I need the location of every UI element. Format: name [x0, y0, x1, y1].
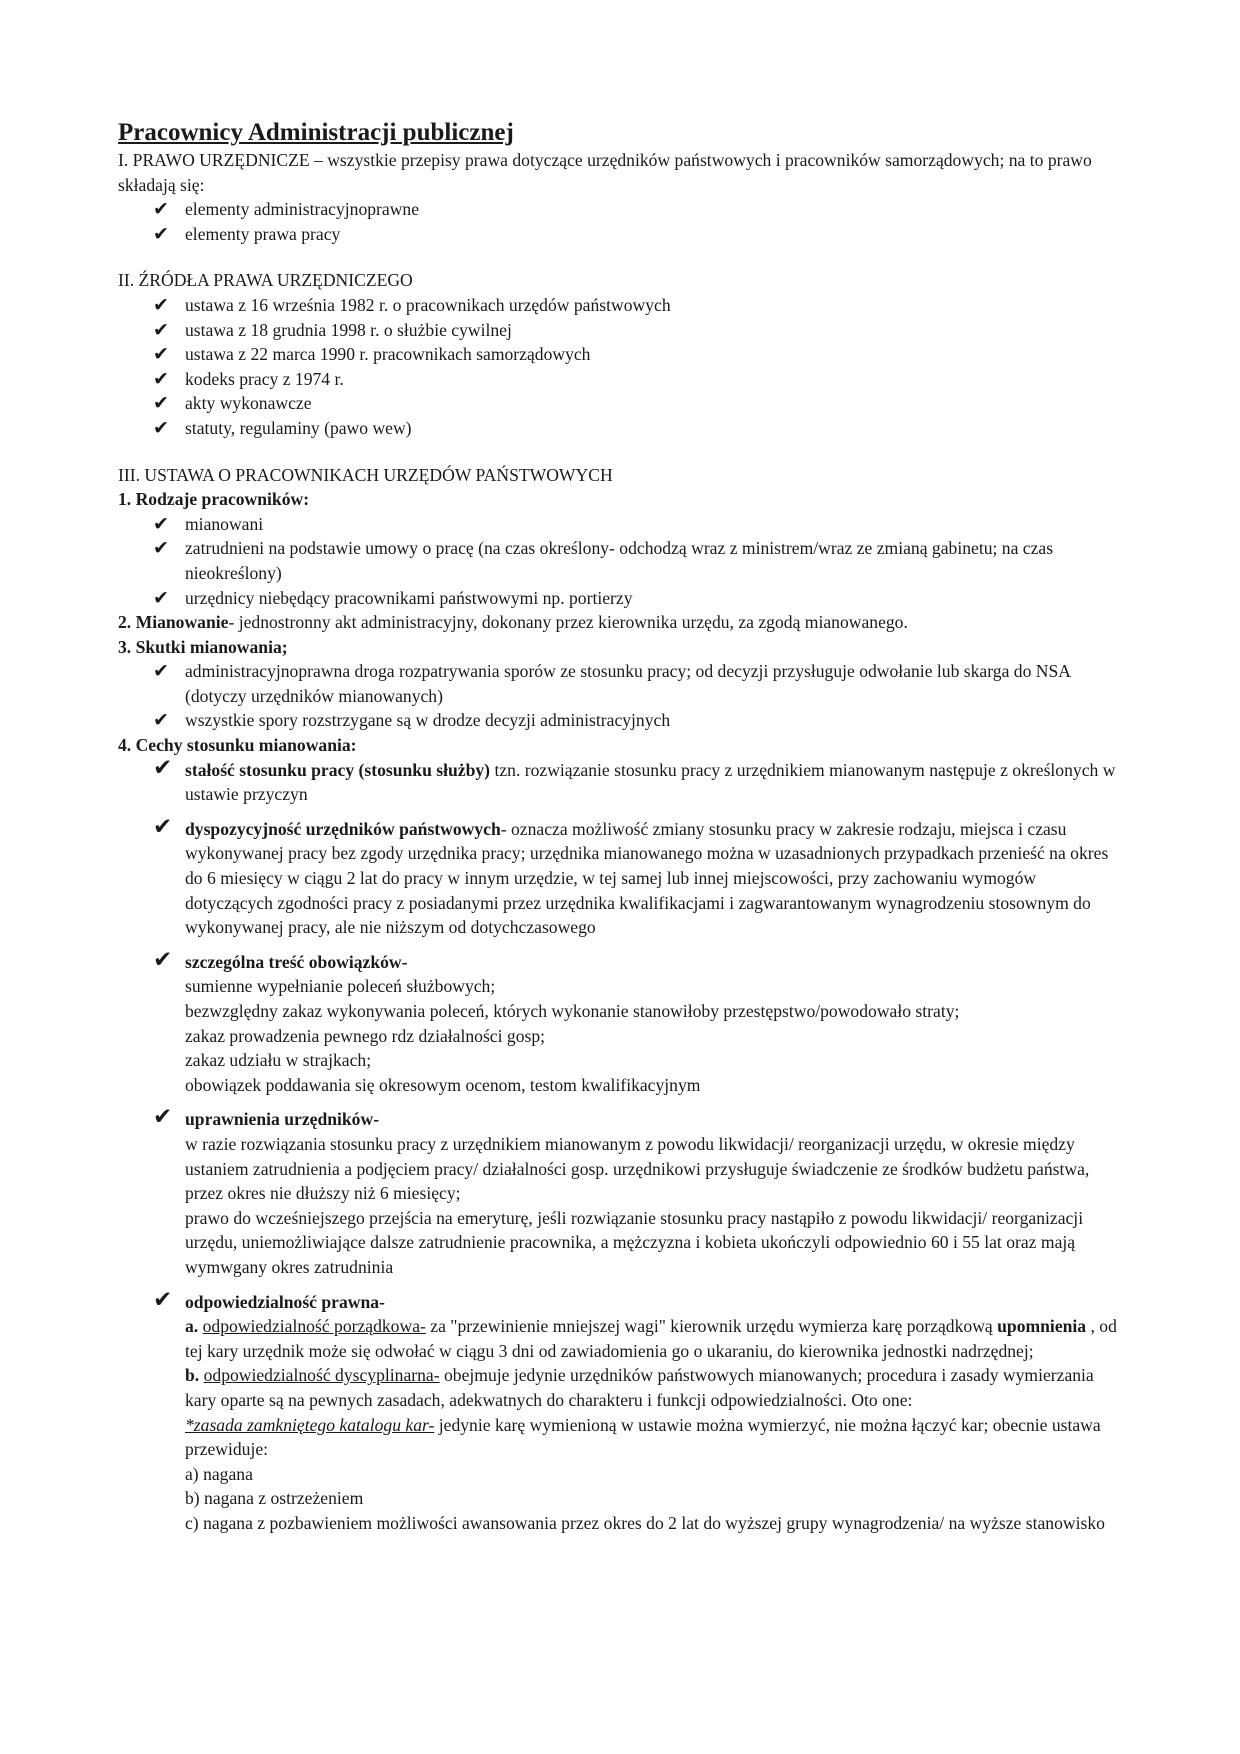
list-item: ✔ mianowani	[153, 512, 264, 535]
subsection-2-text: - jednostronny akt administracyjny, dokonany przez kierownika urzędu, za zgodą mianowanego.	[228, 612, 908, 633]
list-item: ✔ szczególna treść obowiązków- sumienne wypełnianie poleceń służbowych; bezwzględny zakaz wykonywania poleceń, których wykonanie stanowiłoby przestępstwo/powodowało straty; zakaz prowadzenia pewnego rdz działalności gosp; zakaz udziału w strajkach; obowiązek poddawania się okresowym ocenom, testom kwalifikacyjnym	[153, 946, 960, 1095]
list-item: ✔ urzędnicy niebędący pracownikami państwowymi np. portierzy	[153, 586, 633, 609]
list-item: ✔ ustawa z 16 września 1982 r. o pracownikach urzędów państwowych	[153, 293, 671, 316]
list-item: ✔ stałość stosunku pracy (stosunku służby) tzn. rozwiązanie stosunku pracy z urzędnikiem mianowanym następuje z określonych w ustawie przyczyn	[153, 754, 1116, 805]
subsection-2-heading: 2. Mianowanie	[118, 612, 229, 633]
checkmark-icon: ✔	[153, 586, 169, 609]
list-item: ✔ odpowiedzialność prawna- a. odpowiedzialność porządkowa- za "przewinienie mniejszej wagi" kierownik urzędu wymierza karę porządkową upomnienia , od tej kary urzędnik może się odwołać w ciągu 3 dni od zawiadomienia go o ukaraniu, do kierownika jednostki nadrzędnej; b. odpowiedzialność dyscyplinarna- obejmuje jedynie urzędników państwowych mianowanych; procedura i zasady wymierzania kary oparte są na pewnych zasadach, adekwatnych do charakteru i funkcji odpowiedzialności. Oto one: *zasada zamkniętego katalogu kar- jedynie karę wymienioną w ustawie można wymierzyć, nie można łączyć kar; obecnie ustawa przewiduje: a) nagana b) nagana z ostrzeżeniem c) nagana z pozbawieniem możliwości awansowania przez okres do 2 lat do wyższej grupy wynagrodzenia/ na wyższe stanowisko	[153, 1286, 1117, 1533]
checkmark-icon: ✔	[153, 1286, 173, 1313]
checkmark-icon: ✔	[153, 392, 169, 415]
document-title: Pracownicy Administracji publicznej	[118, 119, 514, 146]
list-item: ✔ wszystkie spory rozstrzygane są w drodze decyzji administracyjnych	[153, 709, 671, 732]
section-2-heading: II. ŹRÓDŁA PRAWA URZĘDNICZEGO	[118, 270, 413, 291]
checkmark-icon: ✔	[153, 318, 169, 341]
subsection-3-heading: 3. Skutki mianowania;	[118, 636, 288, 657]
checkmark-icon: ✔	[153, 813, 173, 840]
checkmark-icon: ✔	[153, 660, 169, 683]
list-item: ✔ ustawa z 18 grudnia 1998 r. o służbie cywilnej	[153, 318, 512, 341]
list-item: ✔ zatrudnieni na podstawie umowy o pracę (na czas określony- odchodzą wraz z ministrem/wraz ze zmianą gabinetu; na czas nieokreślony)	[153, 537, 1054, 583]
subsection-4-list	[118, 754, 1118, 1536]
list-item: ✔ administracyjnoprawna droga rozpatrywania sporów ze stosunku pracy; od decyzji przysługuje odwołanie lub skarga do NSA (dotyczy urzędników mianowanych)	[153, 660, 1070, 706]
section-1-list	[118, 197, 1118, 246]
checkmark-icon: ✔	[153, 198, 169, 221]
section-1-heading: I. PRAWO URZĘDNICZE	[118, 150, 310, 170]
checkmark-icon: ✔	[153, 343, 169, 366]
list-item: ✔ ustawa z 22 marca 1990 r. pracownikach samorządowych	[153, 343, 591, 366]
checkmark-icon: ✔	[153, 293, 169, 316]
subsection-2-paragraph	[118, 610, 1118, 635]
list-item: ✔ statuty, regulaminy (pawo wew)	[153, 416, 412, 439]
checkmark-icon: ✔	[153, 754, 173, 781]
checkmark-icon: ✔	[153, 222, 169, 245]
document-page	[118, 118, 1118, 1545]
checkmark-icon: ✔	[153, 1104, 173, 1131]
subsection-3-list	[118, 659, 1118, 733]
checkmark-icon: ✔	[153, 416, 169, 439]
checkmark-icon: ✔	[153, 709, 169, 732]
section-1-text: – wszystkie przepisy prawa dotyczące urzędników państwowych i pracowników samorządowych; na to prawo składają się:	[118, 150, 1092, 195]
checkmark-icon: ✔	[153, 512, 169, 535]
section-1-paragraph	[118, 148, 1118, 197]
list-item: ✔ akty wykonawcze	[153, 392, 312, 415]
list-item: ✔ dyspozycyjność urzędników państwowych- oznacza możliwość zmiany stosunku pracy w zakresie rodzaju, miejsca i czasu wykonywanej pracy bez zgody urzędnika pracy; urzędnika mianowanego można w uzasadnionych przypadkach przenieść na okres do 6 miesięcy w ciągu 2 lat do pracy w innym urzędzie, w tej samej lub innej miejscowości, przy zachowaniu wymogów dotyczących zgodności pracy z posiadanymi przez urzędnika kwalifikacjami i zagwarantowanym wynagrodzeniu stosownym do wykonywanej pracy, ale nie niższym od dotychczasowego	[153, 813, 1109, 938]
subsection-1-heading: 1. Rodzaje pracowników:	[118, 489, 310, 510]
checkmark-icon: ✔	[153, 367, 169, 390]
list-item: ✔ elementy administracyjnoprawne	[153, 198, 420, 221]
list-item: ✔ kodeks pracy z 1974 r.	[153, 367, 344, 390]
subsection-4-heading: 4. Cechy stosunku mianowania:	[118, 735, 357, 756]
checkmark-icon: ✔	[153, 537, 169, 560]
section-2-list	[118, 293, 1118, 441]
list-item: ✔ elementy prawa pracy	[153, 222, 341, 245]
list-item: ✔ uprawnienia urzędników- w razie rozwiązania stosunku pracy z urzędnikiem mianowanym z powodu likwidacji/ reorganizacji urzędu, w okresie między ustaniem zatrudnienia a podjęciem pracy/ działalności gosp. urzędnikowi przysługuje świadczenie ze środków budżetu państwa, przez okres nie dłuższy niż 6 miesięcy; prawo do wcześniejszego przejścia na emeryturę, jeśli rozwiązanie stosunku pracy nastąpiło z powodu likwidacji/ reorganizacji urzędu, uniemożliwiające dalsze zatrudnienie pracownika, a mężczyzna i kobieta ukończyli odpowiednio 60 i 55 lat oraz mają wymwgany okres zatrudninia	[153, 1104, 1090, 1277]
subsection-1-list	[118, 512, 1118, 610]
section-3-heading: III. USTAWA O PRACOWNIKACH URZĘDÓW PAŃSTWOWYCH	[118, 464, 613, 485]
checkmark-icon: ✔	[153, 946, 173, 973]
